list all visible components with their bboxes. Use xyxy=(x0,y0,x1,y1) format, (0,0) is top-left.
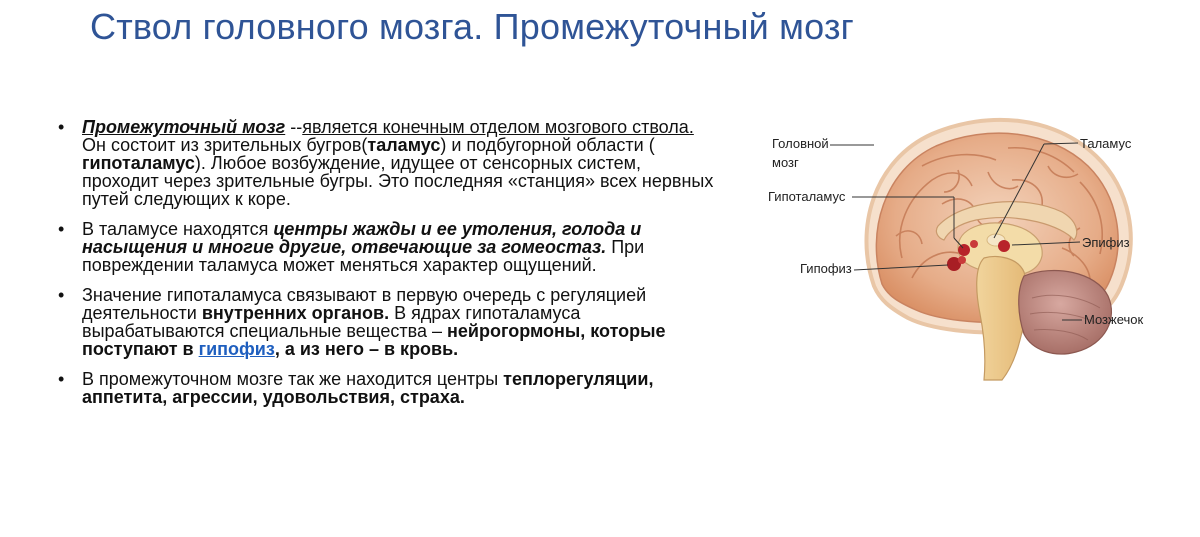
term-thalamus: таламус xyxy=(367,135,441,155)
label-thalamus: Таламус xyxy=(1080,136,1132,151)
pituitary-marker-2 xyxy=(958,256,966,264)
brain-diagram xyxy=(762,108,1172,408)
bullet-item xyxy=(56,370,716,406)
text-fragment: В ядрах гипоталамуса вырабатываются специальные вещества – xyxy=(82,303,581,341)
label-cerebellum: Мозжечок xyxy=(1084,312,1144,327)
pituitary-link[interactable]: гипофиз xyxy=(198,339,275,359)
label-hypothalamus: Гипоталамус xyxy=(768,189,846,204)
label-brain-2: мозг xyxy=(772,155,799,170)
bullet-item xyxy=(56,286,716,358)
label-pituitary: Гипофиз xyxy=(800,261,852,276)
slide-title: Ствол головного мозга. Промежуточный мозг xyxy=(90,6,854,47)
text-fragment: -- xyxy=(285,117,303,137)
text-fragment: При повреждении таламуса может меняться характер ощущений. xyxy=(82,237,645,275)
bullet-dot: • xyxy=(58,219,65,239)
term-diencephalon: Промежуточный мозг xyxy=(82,117,286,137)
emphasis-centers: центры жажды и ее утоления, голода и насыщения и многие другие, отвечающие за гомеостаз. xyxy=(82,219,642,257)
bullet-item xyxy=(56,118,716,208)
definition-text: является конечным отделом мозгового ствола. xyxy=(302,117,694,137)
bullet-item xyxy=(56,220,716,274)
emphasis-blood: , а из него – в кровь. xyxy=(274,339,459,359)
text-fragment: ). Любое возбуждение, идущее от сенсорных систем, проходит через зрительные бугры. Это последняя «станция» всех нервных путей следующих к коре. xyxy=(82,153,714,209)
epiphysis-marker xyxy=(998,240,1010,252)
label-brain-1: Головной xyxy=(772,136,829,151)
emphasis-neurohormones: нейрогормоны, которые поступают в xyxy=(82,321,666,359)
bullet-dot: • xyxy=(58,117,65,137)
hypothalamus-marker-2 xyxy=(970,240,978,248)
emphasis-centers-list: теплорегуляции, аппетита, агрессии, удовольствия, страха. xyxy=(82,369,654,407)
text-fragment: В таламусе находятся xyxy=(82,219,274,239)
hypothalamus-marker xyxy=(958,244,970,256)
label-epiphysis: Эпифиз xyxy=(1082,235,1130,250)
bullet-list xyxy=(56,118,716,418)
bullet-dot: • xyxy=(58,369,65,389)
text-fragment: Значение гипоталамуса связывают в первую очередь с регуляцией деятельности xyxy=(82,285,647,323)
text-fragment: Он состоит из зрительных бугров( xyxy=(82,135,368,155)
brain-illustration xyxy=(762,108,1172,408)
bullet-dot: • xyxy=(58,285,65,305)
text-fragment: ) и подбугорной области ( xyxy=(440,135,655,155)
emphasis-organs: внутренних органов. xyxy=(201,303,390,323)
brainstem xyxy=(977,257,1027,380)
term-hypothalamus: гипоталамус xyxy=(82,153,195,173)
text-fragment: В промежуточном мозге так же находится центры xyxy=(82,369,504,389)
